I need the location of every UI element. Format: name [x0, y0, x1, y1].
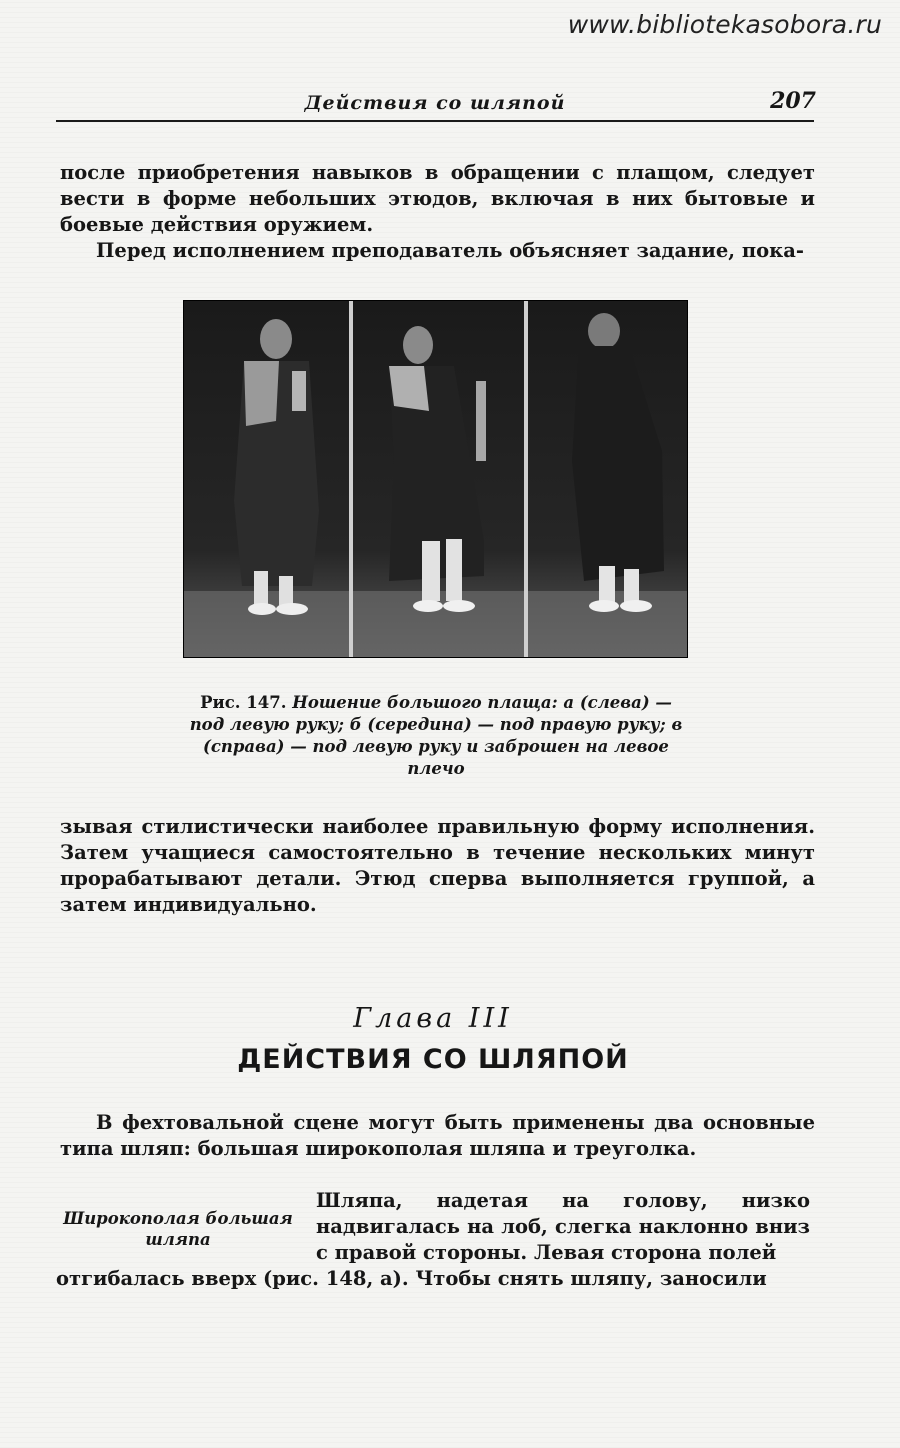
page-number: 207 — [770, 88, 816, 114]
figure-caption — [188, 692, 684, 780]
figure-label: Рис. 147. — [200, 693, 287, 712]
paragraph-5-continued: отгибалась вверх (рис. 148, а). Чтобы снять шляпу, заносили — [56, 1267, 767, 1290]
cloak-photo-illustration — [184, 301, 687, 657]
running-title: Действия со шляпой — [304, 92, 566, 114]
chapter-label: Глава III — [353, 1003, 513, 1034]
margin-note: Широкополая большая шляпа — [63, 1209, 293, 1249]
site-url[interactable]: www.bibliotekasobora.ru — [567, 10, 882, 39]
figure-caption-text: Ношение большого плаща: а (слева) — под левую руку; б (середина) — под правую руку; в (справа) — под левую руку и заброшен на левое плечо — [189, 693, 683, 778]
chapter-title: ДЕЙСТВИЯ СО ШЛЯПОЙ — [237, 1044, 629, 1075]
figure-photo — [183, 300, 688, 658]
paragraph-2: Перед исполнением преподаватель объясняет задание, пока- — [96, 239, 804, 262]
paragraph-3: зывая стилистически наиболее правильную форму исполнения. Затем учащиеся самостоятельно в течение нескольких минут прорабатывают детали. Этюд сперва выполняется группой, а затем индивидуально. — [60, 815, 815, 916]
paragraph-4: В фехтовальной сцене могут быть применены два основные типа шляп: большая широкополая шляпа и треуголка. — [60, 1111, 815, 1160]
figure-a — [234, 319, 319, 615]
paragraph-1: после приобретения навыков в обращении с плащом, следует вести в форме небольших этюдов, включая в них бытовые и боевые действия оружием. — [60, 161, 815, 236]
paragraph-5-start: Шляпа, надетая на голову, низко надвигалась на лоб, слегка наклонно вниз с правой стороны. Левая сторона полей — [316, 1189, 810, 1264]
running-header — [56, 88, 814, 122]
